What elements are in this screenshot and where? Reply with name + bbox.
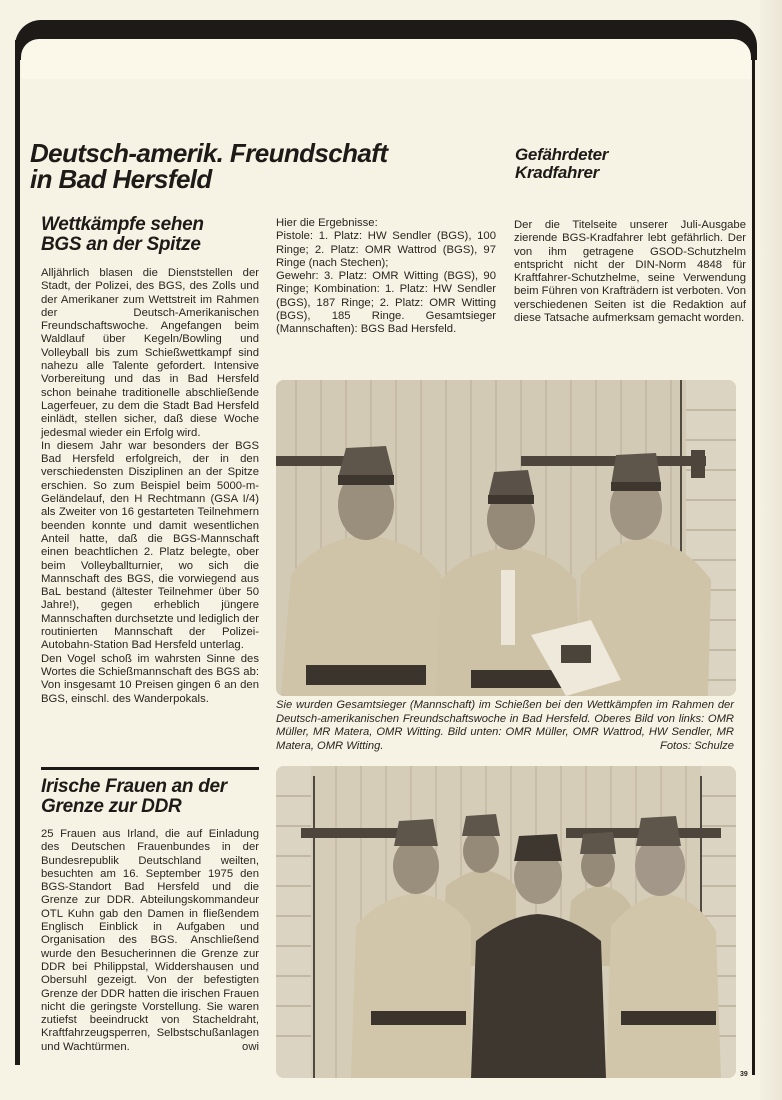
side-headline-line2: Kradfahrer bbox=[515, 163, 599, 182]
frame-right-rule bbox=[752, 40, 755, 1075]
caption-text: Sie wurden Gesamtsieger (Mannschaft) im Schießen bei den Wettkämpfen im Rahmen der Deutsch-amerikanischen Freundschaftswoche in Bad Hersfeld. Oberes Bild von links: OMR Müller, MR Matera, OMR Witting. Bild unten: OMR Müller, OMR Wattrod, HW Sendler, MR Matera, OMR Witting. bbox=[276, 699, 734, 752]
second-paragraph: 25 Frauen aus Irland, die auf Einladung des Deutschen Frauenbundes in der Bundesrepublik Deutschland weilten, besuchten am 16. September 1975 den BGS-Standort Bad Hersfeld und die Grenze zur DDR. Abteilungskommandeur OTL Kuhn gab den Damen in fließendem Englisch Einblick in Aufgaben und Organisation des BGS. Anschließend wurde den Besucherinnen die Grenze zur DDR bei Philippstal, Widdershausen und Obersuhl gezeigt. Von der befestigten Grenze der DDR hatten die irischen Frauen nicht die geringste Vorstellung. Sie waren zutiefst beeindruckt von Stacheldraht, Kraftfahrzeugsperren, Selbstschußanlagen und Wachtürmen. bbox=[41, 828, 259, 1053]
article-divider bbox=[41, 767, 259, 770]
second-headline bbox=[41, 777, 261, 817]
main-paragraph: Den Vogel schoß im wahrsten Sinne des Wortes die Schießmannschaft des BGS ab: Von insgesamt 10 Preisen gingen 6 an den BGS, einschl. des Wanderpokals. bbox=[41, 652, 259, 705]
photo-top-image bbox=[276, 380, 736, 696]
second-headline-line1: Irische Frauen an der bbox=[41, 776, 227, 797]
photo-bottom bbox=[276, 766, 736, 1078]
results-block bbox=[276, 217, 496, 337]
results-pistol: Pistole: 1. Platz: HW Sendler (BGS), 100 Ringe; 2. Platz: OMR Wattrod (BGS), 97 Ringe (nach Stechen); bbox=[276, 230, 496, 269]
main-subhead-line2: BGS an der Spitze bbox=[41, 234, 201, 255]
main-paragraph: In diesem Jahr war besonders der BGS Bad Hersfeld erfolgreich, der in den verschiedensten Disziplinen an der Spitze erschien. So zum Beispiel beim 5000-m-Geländelauf, den H Rechtmann (GSA I/4) als Zweiter von 16 gestarteten Teilnehmern beenden konnte und damit wesentlichen Anteil hatte, daß die BGS-Mannschaft einen beachtlichen 2. Platz belegte, ober beim Volleyballturnier, wo sich die Mannschaft des BGS, die vorwiegend aus BaL bestand (ältester Teilnehmer über 50 Jahre!), gegen erheblich jüngere Mannschaften durchsetzte und lediglich der routinierten Mannschaft der Polizei-Autobahn-Station Bad Hersfeld unterlag. bbox=[41, 439, 259, 652]
second-article-body bbox=[41, 828, 259, 1054]
main-article-body bbox=[41, 267, 259, 706]
results-intro: Hier die Ergebnisse: bbox=[276, 217, 378, 229]
author-initials: owi bbox=[242, 1040, 259, 1053]
side-headline bbox=[515, 146, 745, 182]
main-headline bbox=[30, 140, 500, 192]
frame-inner bbox=[21, 39, 751, 79]
photo-top bbox=[276, 380, 736, 696]
page-number: 39 bbox=[740, 1071, 748, 1078]
main-paragraph: Alljährlich blasen die Dienststellen der Stadt, der Polizei, des BGS, des Zolls und der Amerikaner zum Wettstreit im Rahmen der Deutsch-Amerikanischen Freundschaftswoche. Angefangen beim Waldlauf über Kegeln/Bowling und Volleyball bis zum Schießwettkampf sind nahezu alle Talente gefordert. Intensive Vorbereitung und das in Bad Hersfeld schon beinahe traditionelle abschließende Lagerfeuer, zu dem die Stadt Bad Hersfeld einlädt, stellen sicher, daß diese Woche jedesmal wieder ein Erfolg wird. bbox=[41, 267, 259, 439]
photo-credit: Fotos: Schulze bbox=[660, 739, 734, 752]
side-article-body bbox=[514, 219, 746, 325]
side-headline-line1: Gefährdeter bbox=[515, 145, 609, 164]
main-headline-line2: in Bad Hersfeld bbox=[30, 164, 212, 194]
side-paragraph: Der die Titelseite unserer Juli-Ausgabe zierende BGS-Kradfahrer lebt gefährlich. Der von ihm getragene GSOD-Schutzhelm entspricht nicht der DIN-Norm 4848 für Kraftfahrer-Schutzhelme, seine Verwendung beim Führen von Krafträdern ist verboten. Von verschiedenen Seiten ist die Redaktion auf diese Tatsache aufmerksam gemacht worden. bbox=[514, 219, 746, 325]
main-subhead bbox=[41, 215, 261, 255]
results-rifle: Gewehr: 3. Platz: OMR Witting (BGS), 90 Ringe; Kombination: 1. Platz: HW Sendler (BGS), 187 Ringe; 2. Platz: OMR Witting (BGS), 185 Ringe. Gesamtsieger (Mannschaften): BGS Bad Hersfeld. bbox=[276, 270, 496, 336]
photo-caption bbox=[276, 699, 734, 753]
main-headline-line1: Deutsch-amerik. Freundschaft bbox=[30, 138, 388, 168]
frame-left-rule bbox=[15, 40, 20, 1065]
second-headline-line2: Grenze zur DDR bbox=[41, 796, 182, 817]
page-edge bbox=[760, 0, 782, 1100]
main-subhead-line1: Wettkämpfe sehen bbox=[41, 214, 204, 235]
photo-bottom-image bbox=[276, 766, 736, 1078]
